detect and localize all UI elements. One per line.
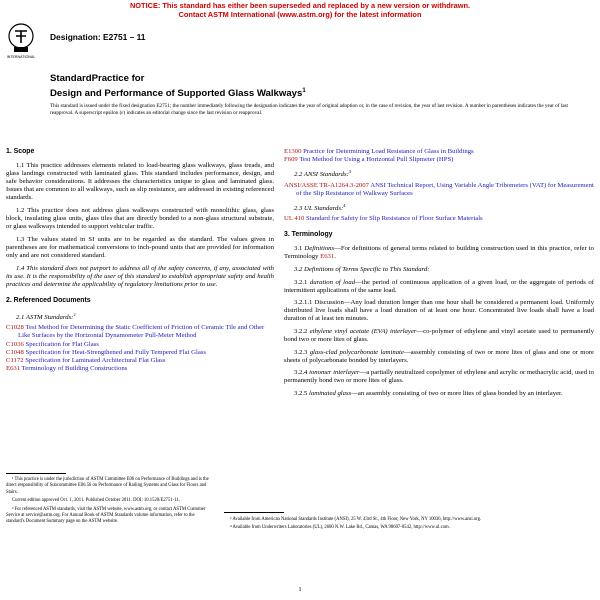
reference-link[interactable]: E1300 Practice for Determining Load Resistance of Glass in Buildings xyxy=(284,148,474,155)
title-line-1: StandardPractice for xyxy=(50,73,145,84)
footnote: ³ Available from American National Standards Institute (ANSI), 25 W. 43rd St., 4th Floor, New York, NY 10036, http://www.ansi.org. xyxy=(230,517,482,522)
astm-logo xyxy=(6,22,36,60)
footnote: Current edition approved Oct. 1, 2011. Published October 2011. DOI: 10.1520/E2751-11. xyxy=(12,498,180,504)
logo-label: INTERNATIONAL xyxy=(6,55,36,59)
paragraph-3-2-4: 3.2.4 ionomer interlayer—a partially neutralized copolymer of ethylene and acrylic or methacrylic acid, used to permanently bond two or more lites of glass. xyxy=(284,369,595,385)
document-title xyxy=(50,73,570,100)
reference-link[interactable]: E631 Terminology of Building Constructions xyxy=(6,364,128,372)
title-footnote-mark: 1 xyxy=(302,88,306,94)
title-line-2: Design and Performance of Supported Glass Walkways xyxy=(50,88,303,100)
ansi-standards-label: 2.2 ANSI Standards:$^3$ xyxy=(294,169,352,179)
reference-link[interactable]: UL 410 Standard for Safety for Slip Resistance of Floor Surface Materials xyxy=(284,215,483,223)
ul-standards-label: 2.3 UL Standards:$^4$ xyxy=(294,202,346,212)
astm-standards-label: 2.1 ASTM Standards:$^2$ xyxy=(16,312,76,322)
reference-link[interactable]: C1028 Test Method for Determining the Static Coefficient of Friction of Ceramic Tile and Other Like Surfaces by the Horizontal Dynamometer Pull-Meter Method xyxy=(6,324,265,340)
paragraph-3-2-5: 3.2.5 laminated glass—an assembly consisting of two or more lites of glass bonded by an interlayer. xyxy=(294,390,563,398)
footnote-divider xyxy=(6,473,66,474)
paragraph-3-2-1-1: 3.2.1.1 Discussion—Any load duration longer than one hour shall be considered a permanent load. Uniformly distributed live loads shall have a load duration of at least one hour. Concentrated live loads shall have a load duration of at least ten minutes. xyxy=(284,299,594,323)
paragraph-1-2: 1.2 This practice does not address glass walkways constructed with monolithic glass, glass block, insulating glass units, glass tiles that are directly bonded to a non-glass structural substrate, or glass walkways intended to support vehicular traffic. xyxy=(6,207,274,231)
reference-link[interactable]: F609 Test Method for Using a Horizontal Pull Slipmeter (HPS) xyxy=(284,156,454,164)
section-heading-scope: 1. Scope xyxy=(6,148,35,155)
designation-label: Designation: E2751 – 11 xyxy=(50,32,146,42)
left-column xyxy=(6,148,274,373)
paragraph-1-3: 1.3 The values stated in SI units are to be regarded as the standard. The values given in parentheses are for mathematical conversions to inch-pound units that are provided for information only and are not considered standard. xyxy=(6,235,274,260)
notice-line-2: Contact ASTM International (www.astm.org) for the latest information xyxy=(178,10,422,19)
notice-line-1: NOTICE: This standard has either been superseded and replaced by a new version or withdrawn. xyxy=(129,1,471,10)
footnote: ² For referenced ASTM standards, visit the ASTM website, www.astm.org, or contact ASTM Customer Service at service@astm.org. For Annual Book of ASTM Standards volume information, refer to the standard's Document Summary page on the ASTM website. xyxy=(6,506,206,525)
section-heading-terminology: 3. Terminology xyxy=(284,231,333,239)
astm-references xyxy=(6,324,274,373)
right-column xyxy=(284,148,594,403)
page-number: 1 xyxy=(298,586,302,593)
terminology-link[interactable]: E631 xyxy=(320,253,335,261)
reference-link[interactable]: C1036 Specification for Flat Glass xyxy=(6,340,99,348)
paragraph-1-4: 1.4 This standard does not purport to address all of the safety concerns, if any, associated with its use. It is the responsibility of the user of this standard to establish appropriate safety and health practices and determine the applicability of regulatory limitations prior to use. xyxy=(6,264,274,288)
section-heading-referenced-documents: 2. Referenced Documents xyxy=(6,296,91,304)
footnote-divider xyxy=(224,512,284,513)
footnotes-right xyxy=(224,517,584,534)
paragraph-3-2: 3.2 Definitions of Terms Specific to This Standard: xyxy=(294,265,430,273)
footnotes-left xyxy=(6,477,211,528)
reference-link[interactable]: ANSI/ASSE TR-A1264.3-2007 ANSI Technical Report, Using Variable Angle Tribometers (VAT) for Measurement of the Slip Resistance of Walkway Surfaces xyxy=(284,181,594,197)
reference-link[interactable]: C1172 Specification for Laminated Architectural Flat Glass xyxy=(6,356,166,364)
paragraph-3-2-2: 3.2.2 ethylene vinyl acetate (EVA) interlayer—co-polymer of ethylene and vinyl acetate used to permanently bond two or more lites of glass. xyxy=(284,327,594,344)
footnote: ⁴ Available from Underwriters Laboratories (UL), 2600 N.W. Lake Rd., Camas, WA 98607-8542, http://www.ul.com. xyxy=(230,525,450,531)
notice-banner xyxy=(0,1,600,19)
designation xyxy=(50,32,145,42)
footnote: ¹ This practice is under the jurisdiction of ASTM Committee E06 on Performance of Buildings and is the direct responsibility of Subcommittee E06.56 on Performance of Railing Systems and Glass for Floors and Stairs. xyxy=(6,477,209,495)
paragraph-3-1: 3.1 Definitions—For definitions of general terms related to building construction used in this practice, refer to Terminology E631. xyxy=(284,245,594,261)
paragraph-3-2-1: 3.2.1 duration of load—the period of continuous application of a given load, or the aggregate of periods of intermittent applications of the same load. xyxy=(284,278,594,294)
preamble: This standard is issued under the fixed designation E2751; the number immediately following the designation indicates the year of original adoption or, in the case of revision, the year of last revision. A number in parentheses indicates the year of last reapproval. A superscript epsilon (ε) indicates an editorial change since the last revision or reapproval. xyxy=(50,103,568,117)
paragraph-3-2-3: 3.2.3 glass-clad polycarbonate laminate—assembly consisting of two or more lites of glass and one or more sheets of polycarbonate bonded by interlayers. xyxy=(284,348,595,364)
paragraph-1-1: 1.1 This practice addresses elements related to load-bearing glass walkways, glass treads, and glass landings constructed with laminated glass. This standard includes performance, design, and safe behavior considerations. It addresses the characteristics unique to glass and laminated glass. Issues that are common to all walkways, such as slip resistance, are addressed in existing referenced standards. xyxy=(6,162,274,202)
reference-link[interactable]: C1048 Specification for Heat-Strengthened and Fully Tempered Flat Glass xyxy=(6,348,206,356)
